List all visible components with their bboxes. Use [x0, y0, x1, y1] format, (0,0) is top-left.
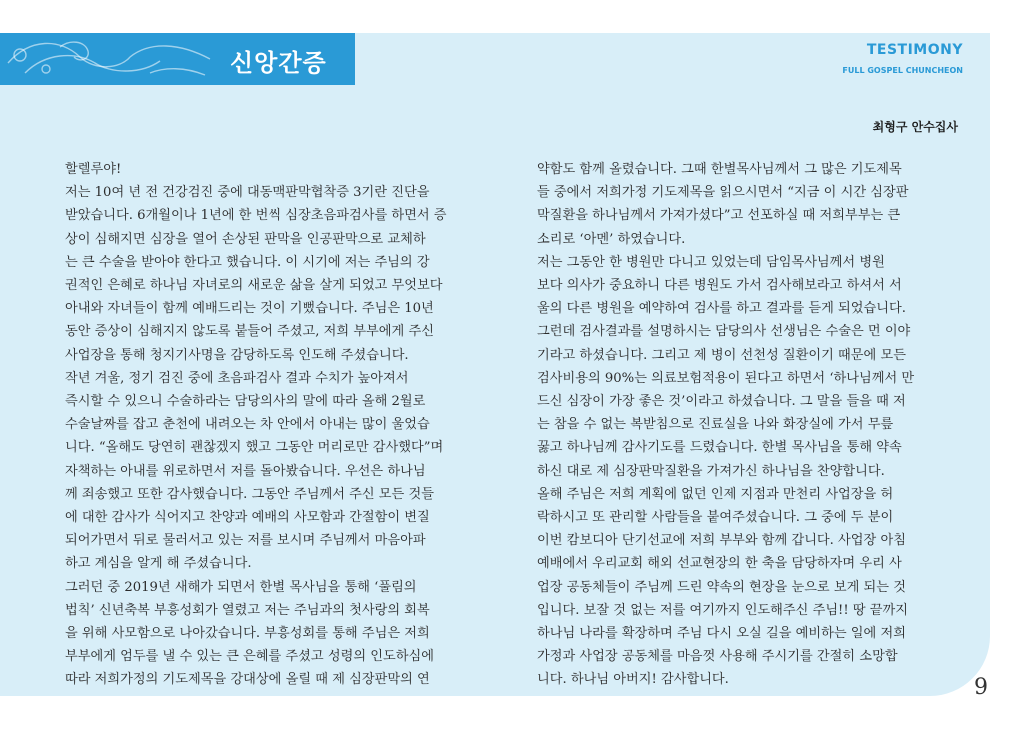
- text-line: 막질환을 하나님께서 가져가셨다”고 선포하실 때 저희부부는 큰: [537, 208, 901, 224]
- text-line: 니다. 하나님 아버지! 감사합니다.: [537, 672, 729, 688]
- text-line: 그러던 중 2019년 새해가 되면서 한별 목사님을 통해 ‘풀림의: [65, 579, 417, 595]
- text-line: 그런데 검사결과를 설명하시는 담당의사 선생님은 수술은 먼 이야: [537, 324, 911, 340]
- section-title: 신앙간증: [230, 49, 327, 77]
- text-line: 약함도 함께 올렸습니다. 그때 한별목사님께서 그 많은 기도제목: [537, 162, 902, 177]
- text-line: 동안 증상이 심해지지 않도록 붙들어 주셨고, 저희 부부에게 주신: [65, 324, 434, 340]
- text-line: 올해 주님은 저희 계획에 없던 인제 지점과 만천리 사업장을 허: [537, 486, 894, 502]
- text-line: 저는 10여 년 전 건강검진 중에 대동맥판막협착증 3기란 진단을: [65, 185, 430, 201]
- text-line: 드신 심장이 가장 좋은 것’이라고 하셨습니다. 그 말을 들을 때 저: [537, 394, 906, 410]
- text-line: 을 위해 사모함으로 나아갔습니다. 부흥성회를 통해 주님은 저희: [65, 626, 430, 642]
- text-line: 하고 계심을 알게 해 주셨습니다.: [65, 556, 252, 572]
- text-line: 작년 겨울, 정기 검진 중에 초음파검사 결과 수치가 높아져서: [65, 370, 409, 386]
- text-line: 자책하는 아내를 위로하면서 저를 돌아봤습니다. 우선은 하나님: [65, 463, 426, 479]
- text-line: 권적인 은혜로 하나님 자녀로의 새로운 삶을 살게 되었고 무엇보다: [65, 278, 443, 294]
- text-line: 검사비용의 90%는 의료보험적용이 된다고 하면서 ‘하나님께서 만: [537, 370, 915, 386]
- text-line: 께 죄송했고 또한 감사했습니다. 그동안 주님께서 주신 모든 것들: [65, 486, 434, 502]
- text-line: 꿇고 하나님께 감사기도를 드렸습니다. 한별 목사님을 통해 약속: [537, 440, 902, 456]
- text-line: 입니다. 보잘 것 없는 저를 여기까지 인도해주신 주님!! 땅 끝까지: [537, 602, 908, 618]
- text-line: 이번 캄보디아 단기선교에 저희 부부와 함께 갑니다. 사업장 아침: [537, 533, 906, 549]
- text-line: 소리로 ‘아멘’ 하였습니다.: [537, 231, 686, 247]
- text-line: 사업장을 통해 청지기사명을 감당하도록 인도해 주셨습니다.: [65, 347, 409, 363]
- text-line: 하신 대로 제 심장판막질환을 가져가신 하나님을 찬양합니다.: [537, 463, 885, 479]
- text-line: 예배에서 우리교회 해외 선교현장의 한 축을 담당하자며 우리 사: [537, 556, 902, 572]
- text-line: 부부에게 엄두를 낼 수 있는 큰 은혜를 주셨고 성령의 인도하심에: [65, 649, 434, 665]
- text-line: 아내와 자녀들이 함께 예배드리는 것이 기뻤습니다. 주님은 10년: [65, 301, 434, 317]
- text-line: 받았습니다. 6개월이나 1년에 한 번씩 심장초음파검사를 하면서 증: [65, 208, 447, 224]
- author-name: 최형구 안수집사: [872, 120, 958, 134]
- text-line: 가정과 사업장 공동체를 마음껏 사용해 주시기를 간절히 소망합: [537, 649, 898, 665]
- page-number: 9: [974, 675, 988, 700]
- text-line: 락하시고 또 관리할 사람들을 붙여주셨습니다. 그 중에 두 분이: [537, 510, 894, 526]
- church-label: FULL GOSPEL CHUNCHEON: [842, 66, 963, 75]
- article-right-column: [537, 158, 959, 692]
- text-line: 법칙’ 신년축복 부흥성회가 열렸고 저는 주님과의 첫사랑의 회복: [65, 602, 430, 618]
- text-line: 하나님 나라를 확장하며 주님 다시 오실 길을 예비하는 일에 저희: [537, 626, 906, 642]
- text-line: 니다. “올해도 당연히 괜찮겠지 했고 그동안 머리로만 감사했다”며: [65, 440, 444, 456]
- text-line: 할렐루야!: [65, 162, 122, 177]
- text-line: 상이 심해지면 심장을 열어 손상된 판막을 인공판막으로 교체하: [65, 231, 426, 247]
- text-line: 들 중에서 저희가정 기도제목을 읽으시면서 “지금 이 시간 심장판: [537, 185, 909, 201]
- text-line: 에 대한 감사가 식어지고 찬양과 예배의 사모함과 간절함이 변질: [65, 510, 430, 526]
- text-line: 따라 저희가정의 기도제목을 강대상에 올릴 때 제 심장판막의 연: [65, 672, 430, 688]
- testimony-label: TESTIMONY: [866, 42, 963, 58]
- text-line: 수술날짜를 잡고 춘천에 내려오는 차 안에서 아내는 많이 울었습: [65, 417, 430, 433]
- text-line: 기라고 하셨습니다. 그리고 제 병이 선천성 질환이기 때문에 모든: [537, 347, 906, 363]
- text-line: 보다 의사가 중요하니 다른 병원도 가서 검사해보라고 하셔서 서: [537, 278, 902, 294]
- text-line: 저는 그동안 한 병원만 다니고 있었는데 담임목사님께서 병원: [537, 254, 885, 270]
- text-line: 되어가면서 뒤로 물러서고 있는 저를 보시며 주님께서 마음아파: [65, 533, 426, 549]
- article-left-column: [65, 158, 487, 692]
- text-line: 업장 공동체들이 주님께 드린 약속의 현장을 눈으로 보게 되는 것: [537, 579, 906, 595]
- decorative-swirl-icon: [0, 33, 230, 85]
- text-line: 는 큰 수술을 받아야 한다고 했습니다. 이 시기에 저는 주님의 강: [65, 254, 430, 270]
- text-line: 즉시할 수 있으니 수술하라는 담당의사의 말에 따라 올해 2월로: [65, 394, 426, 410]
- text-line: 울의 다른 병원을 예약하여 검사를 하고 결과를 듣게 되었습니다.: [537, 301, 906, 317]
- text-line: 는 참을 수 없는 복받침으로 진료실을 나와 화장실에 가서 무릎: [537, 417, 894, 433]
